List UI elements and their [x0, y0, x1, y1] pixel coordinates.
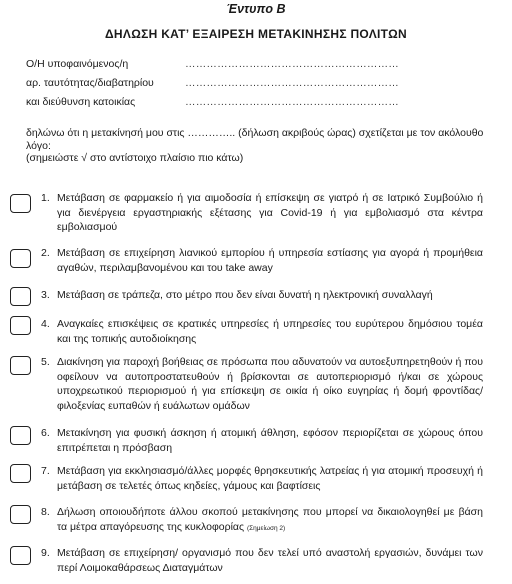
address-field-blank[interactable]: ……………………………………………………	[185, 96, 399, 108]
reason-checkbox-1[interactable]	[10, 194, 31, 213]
reason-note: (Σημείωση 2)	[247, 524, 286, 532]
name-field	[26, 58, 486, 72]
address-field	[26, 96, 486, 110]
reason-text: Μετακίνηση για φυσική άσκηση ή ατομική άθληση, εφόσον περιορίζεται σε χώρους όπου επιτρέπεται η πρόσβαση	[57, 427, 483, 454]
reason-number: 5.	[41, 356, 50, 368]
declaration-instruction: (σημειώστε √ στο αντίστοιχο πλαίσιο πιο κάτω)	[26, 152, 244, 164]
reason-checkbox-3[interactable]	[10, 287, 31, 306]
reason-checkbox-2[interactable]	[10, 249, 31, 268]
name-field-label: Ο/Η υποφαινόμενος/η	[26, 58, 129, 70]
reason-checkbox-7[interactable]	[10, 464, 31, 483]
reason-checkbox-4[interactable]	[10, 316, 31, 335]
form-label: Έντυπο Β	[226, 2, 286, 16]
reason-text: Αναγκαίες επισκέψεις σε κρατικές υπηρεσίες ή υπηρεσίες του ευρύτερου δημόσιου τομέα και της τοπικής αυτοδιοίκησης	[57, 318, 483, 345]
declaration-text	[26, 127, 491, 165]
reason-number: 3.	[41, 289, 50, 301]
reason-checkbox-5[interactable]	[10, 356, 31, 375]
address-field-label: και διεύθυνση κατοικίας	[26, 96, 136, 108]
id-number-field-label: αρ. ταυτότητας/διαβατηρίου	[26, 77, 154, 89]
reason-text	[57, 505, 483, 536]
page-title: ΔΗΛΩΣΗ ΚΑΤ’ ΕΞΑΙΡΕΣΗ ΜΕΤΑΚΙΝΗΣΗΣ ΠΟΛΙΤΩΝ	[105, 27, 407, 41]
reason-text: Διακίνηση για παροχή βοήθειας σε πρόσωπα που αδυνατούν να αυτοεξυπηρετηθούν ή που οφείλουν να αυτοπροστατευθούν ή βρίσκονται σε αυτοπεριορισμό ή/και σε χώρους υποχρεωτικού περιορισμού ή για επίσκεψη σε οικία ή οίκο ευγηρίας ή δομή φροντίδας/φιλοξενίας ευπαθών ή ευάλωτων ομάδων	[57, 356, 483, 412]
reason-number: 4.	[41, 318, 50, 330]
reason-text: Μετάβαση σε επιχείρηση/ οργανισμό που δεν τελεί υπό αναστολή εργασιών, δυνάμει των περί Λοιμοκαθάρσεως Διαταγμάτων	[57, 547, 483, 574]
name-field-blank[interactable]: ……………………………………………………	[185, 58, 399, 70]
id-number-field-blank[interactable]: ……………………………………………………	[185, 77, 399, 89]
reason-number: 2.	[41, 247, 50, 259]
reason-text-body: Δήλωση οποιουδήποτε άλλου σκοπού μετακίνησης που μπορεί να δικαιολογηθεί με βάση τα μέτρα απαγόρευσης της κυκλοφορίας	[57, 506, 483, 533]
reason-text: Μετάβαση σε επιχείρηση λιανικού εμπορίου ή υπηρεσία εστίασης για αγορά ή προμήθεια αγαθών, περιλαμβανομένου και του take away	[57, 247, 483, 274]
declaration-statement: δηλώνω ότι η μετακίνησή μου στις ………….. (δήλωση ακριβούς ώρας) σχετίζεται με τον ακόλουθο λόγο:	[26, 127, 484, 152]
id-number-field	[26, 77, 486, 91]
reason-checkbox-8[interactable]	[10, 505, 31, 524]
reason-text: Μετάβαση σε φαρμακείο ή για αιμοδοσία ή επίσκεψη σε γιατρό ή σε Ιατρικό Συμβούλιο ή για διενέργεια εργαστηριακής εξέτασης για Covid-19 ή για εμβολιασμό στα κέντρα εμβολιασμού	[57, 192, 483, 233]
reason-checkbox-9[interactable]	[10, 546, 31, 565]
reason-number: 6.	[41, 427, 50, 439]
reason-number: 7.	[41, 465, 50, 477]
reason-text: Μετάβαση για εκκλησιασμό/άλλες μορφές θρησκευτικής λατρείας ή για ατομική προσευχή ή μετάβαση σε τελετές όπως κηδείες, γάμους και βαφτίσεις	[57, 465, 483, 492]
reason-number: 9.	[41, 547, 50, 559]
reason-checkbox-6[interactable]	[10, 426, 31, 445]
reason-number: 1.	[41, 192, 50, 204]
reason-text: Μετάβαση σε τράπεζα, στο μέτρο που δεν είναι δυνατή η ηλεκτρονική συναλλαγή	[57, 289, 433, 301]
reason-number: 8.	[41, 506, 50, 518]
